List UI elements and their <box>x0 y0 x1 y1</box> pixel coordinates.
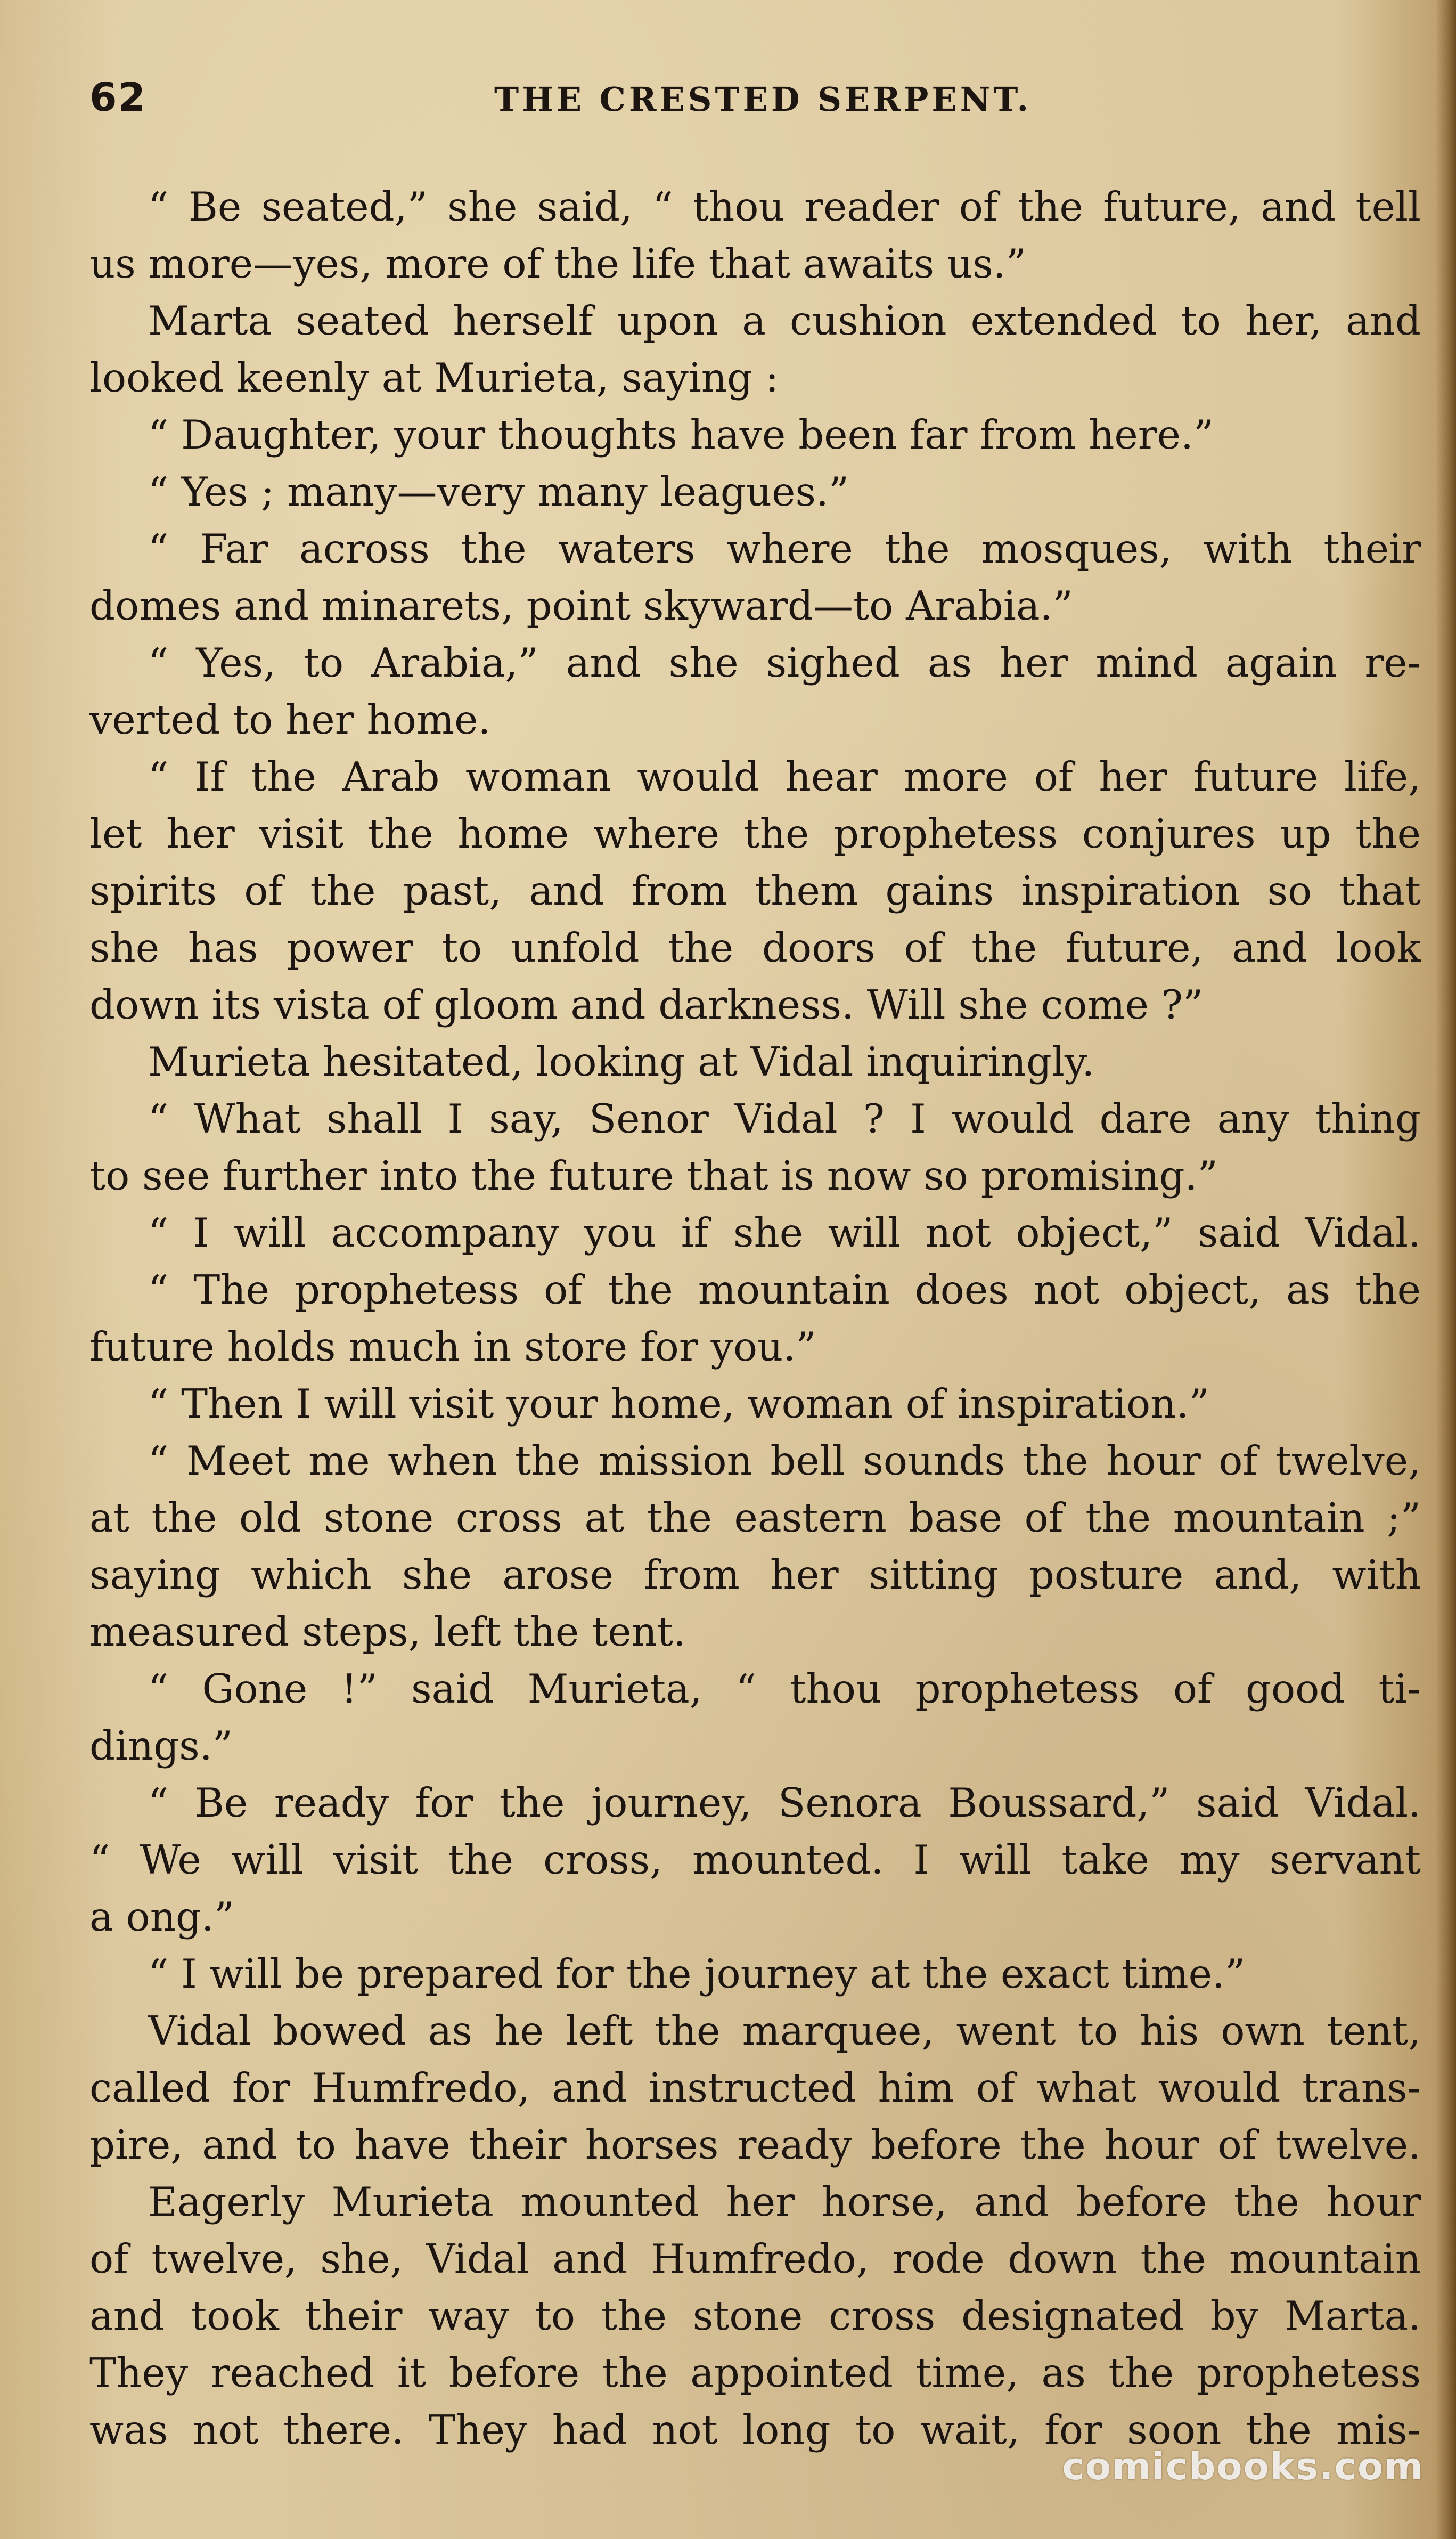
text-line: and took their way to the stone cross designated by Marta. <box>89 2292 1421 2339</box>
text-line: “ The prophetess of the mountain does not object, as the <box>148 1266 1421 1313</box>
text-line: at the old stone cross at the eastern base of the mountain ;” <box>89 1494 1421 1541</box>
text-line: to see further into the future that is now so promising.” <box>89 1152 1218 1199</box>
text-line: “ Then I will visit your home, woman of inspiration.” <box>148 1380 1209 1427</box>
text-line: They reached it before the appointed time, as the prophetess <box>89 2349 1421 2396</box>
page-number: 62 <box>89 75 146 120</box>
text-line: pire, and to have their horses ready before the hour of twelve. <box>89 2121 1421 2168</box>
text-line: “ What shall I say, Senor Vidal ? I would dare any thing <box>148 1095 1421 1142</box>
text-line: “ Meet me when the mission bell sounds the hour of twelve, <box>148 1437 1421 1484</box>
text-line: measured steps, left the tent. <box>89 1608 686 1655</box>
text-line: “ Yes ; many—very many leagues.” <box>148 468 849 515</box>
text-line: “ We will visit the cross, mounted. I will take my servant <box>89 1836 1421 1883</box>
text-line: domes and minarets, point skyward—to Arabia.” <box>89 582 1073 629</box>
text-line: Eagerly Murieta mounted her horse, and before the hour <box>148 2178 1421 2225</box>
text-line: Vidal bowed as he left the marquee, went to his own tent, <box>148 2007 1421 2054</box>
text-line: “ Far across the waters where the mosques, with their <box>148 525 1421 572</box>
text-line: a ong.” <box>89 1893 235 1940</box>
text-line: called for Humfredo, and instructed him of what would trans- <box>89 2064 1421 2111</box>
text-line: “ Gone !” said Murieta, “ thou prophetess of good ti- <box>148 1665 1421 1712</box>
text-line: of twelve, she, Vidal and Humfredo, rode down the mountain <box>89 2235 1421 2282</box>
page-edge-shadow <box>1436 0 1456 2539</box>
text-line: “ If the Arab woman would hear more of her future life, <box>148 753 1421 800</box>
text-line: she has power to unfold the doors of the future, and look <box>89 924 1421 971</box>
text-line: Murieta hesitated, looking at Vidal inquiringly. <box>148 1038 1095 1085</box>
running-head: THE CRESTED SERPENT. <box>494 80 1032 119</box>
text-line: Marta seated herself upon a cushion extended to her, and <box>148 297 1421 344</box>
body-text <box>89 178 1421 2459</box>
text-line: spirits of the past, and from them gains inspiration so that <box>89 867 1421 914</box>
text-line: “ I will accompany you if she will not object,” said Vidal. <box>148 1209 1421 1256</box>
text-line: us more—yes, more of the life that awaits us.” <box>89 240 1026 287</box>
page-header <box>89 75 1421 133</box>
text-line: future holds much in store for you.” <box>89 1323 816 1370</box>
text-line: dings.” <box>89 1722 233 1769</box>
text-line: was not there. They had not long to wait, for soon the mis- <box>89 2406 1421 2453</box>
text-line: looked keenly at Murieta, saying : <box>89 354 779 401</box>
text-line: “ Yes, to Arabia,” and she sighed as her mind again re- <box>148 639 1421 686</box>
text-line: verted to her home. <box>89 696 491 743</box>
text-line: saying which she arose from her sitting posture and, with <box>89 1551 1421 1598</box>
watermark: comicbooks.com <box>1062 2445 1424 2488</box>
text-line: “ Be seated,” she said, “ thou reader of the future, and tell <box>148 183 1421 230</box>
text-line: “ I will be prepared for the journey at the exact time.” <box>148 1950 1246 1997</box>
text-line: let her visit the home where the prophetess conjures up the <box>89 810 1421 857</box>
text-line: down its vista of gloom and darkness. Will she come ?” <box>89 981 1204 1028</box>
text-line: “ Be ready for the journey, Senora Boussard,” said Vidal. <box>148 1779 1421 1826</box>
text-line: “ Daughter, your thoughts have been far from here.” <box>148 411 1214 458</box>
